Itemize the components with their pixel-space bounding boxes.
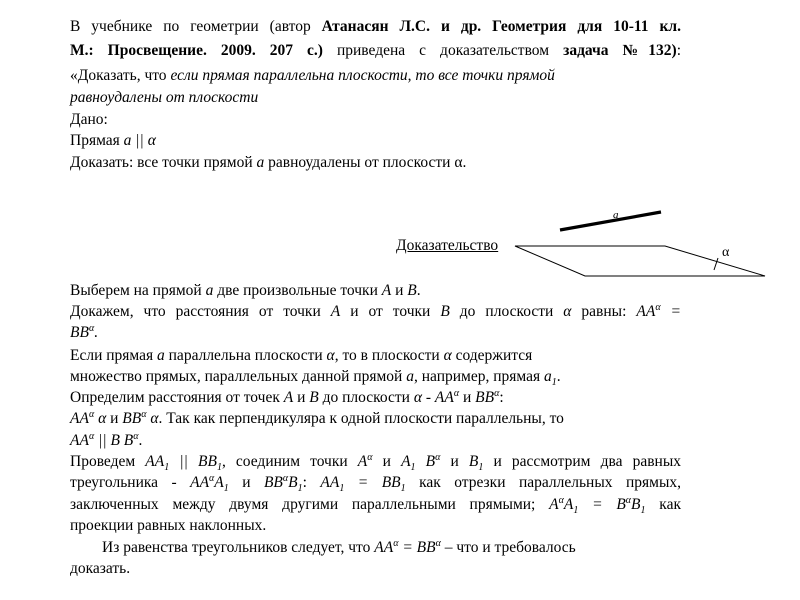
proof-line-14: доказать. <box>70 560 131 577</box>
proof-line-3: $BB^\alpha$. <box>70 322 99 341</box>
plane-alpha-label: α <box>722 245 730 260</box>
proof-line-5: множество прямых, параллельных данной прямой a, например, прямая $a_1$. <box>70 368 561 389</box>
proof-line-1: Выберем на прямой a две произвольные точки A и B. <box>70 282 421 299</box>
proof-line-10: треугольника - $AA^\alpha A_1$ и $BB^\alpha B_1$: $AA_1 = BB_1$ как отрезки параллельных прямых, <box>70 472 681 495</box>
proof-line-13: Из равенства треугольников следует, что $AA^\alpha = BB^\alpha$ – что и требовалось <box>102 537 576 556</box>
given-title: Дано: <box>70 111 108 128</box>
proof-line-6: Определим расстояния от точек A и B до плоскости α - $AA^\alpha$ и $BB^\alpha$: <box>70 387 504 406</box>
proof-line-9: Проведем $AA_1$ || $BB_1$, соединим точки $A^\alpha$ и $A_1$ $B^\alpha$ и $B_1$ и рассмотрим два равных <box>70 451 682 474</box>
intro-line-1: В учебнике по геометрии (автор Атанасян Л.С. и др. Геометрия для 10-11 кл. <box>70 18 681 35</box>
given-line: Прямая a || α <box>70 132 156 149</box>
prove-statement: Доказать: все точки прямой a равноудалены от плоскости α. <box>70 154 467 171</box>
proof-line-8: $AA^\alpha$ || B $B^\alpha$. <box>70 430 143 449</box>
proof-line-11: заключенных между двумя другими параллельными прямыми; $A^\alpha A_1 = B^\alpha B_1$ как <box>70 494 681 517</box>
line-a <box>560 212 661 230</box>
proof-line-2: Докажем, что расстояния от точки A и от точки B до плоскости α равны: $AA^\alpha$ = <box>70 301 682 320</box>
intro-line-3: «Доказать, что если прямая параллельна плоскости, то все точки прямой <box>70 67 555 84</box>
line-a-label: a <box>613 209 619 221</box>
proof-line-12: проекции равных наклонных. <box>70 517 267 534</box>
geometry-figure <box>510 200 780 290</box>
intro-line-2: М.: Просвещение. 2009. 207 с.) приведена с доказательством задача №132): <box>70 42 681 59</box>
intro-line-4: равноудалены от плоскости <box>70 89 259 106</box>
proof-line-4: Если прямая a параллельна плоскости α, то в плоскости α содержится <box>70 347 533 364</box>
proof-heading: Доказательство <box>396 237 499 254</box>
proof-line-7: $AA^\alpha$ α и $BB^\alpha$ α. Так как перпендикуляра к одной плоскости параллельны, то <box>70 408 564 427</box>
